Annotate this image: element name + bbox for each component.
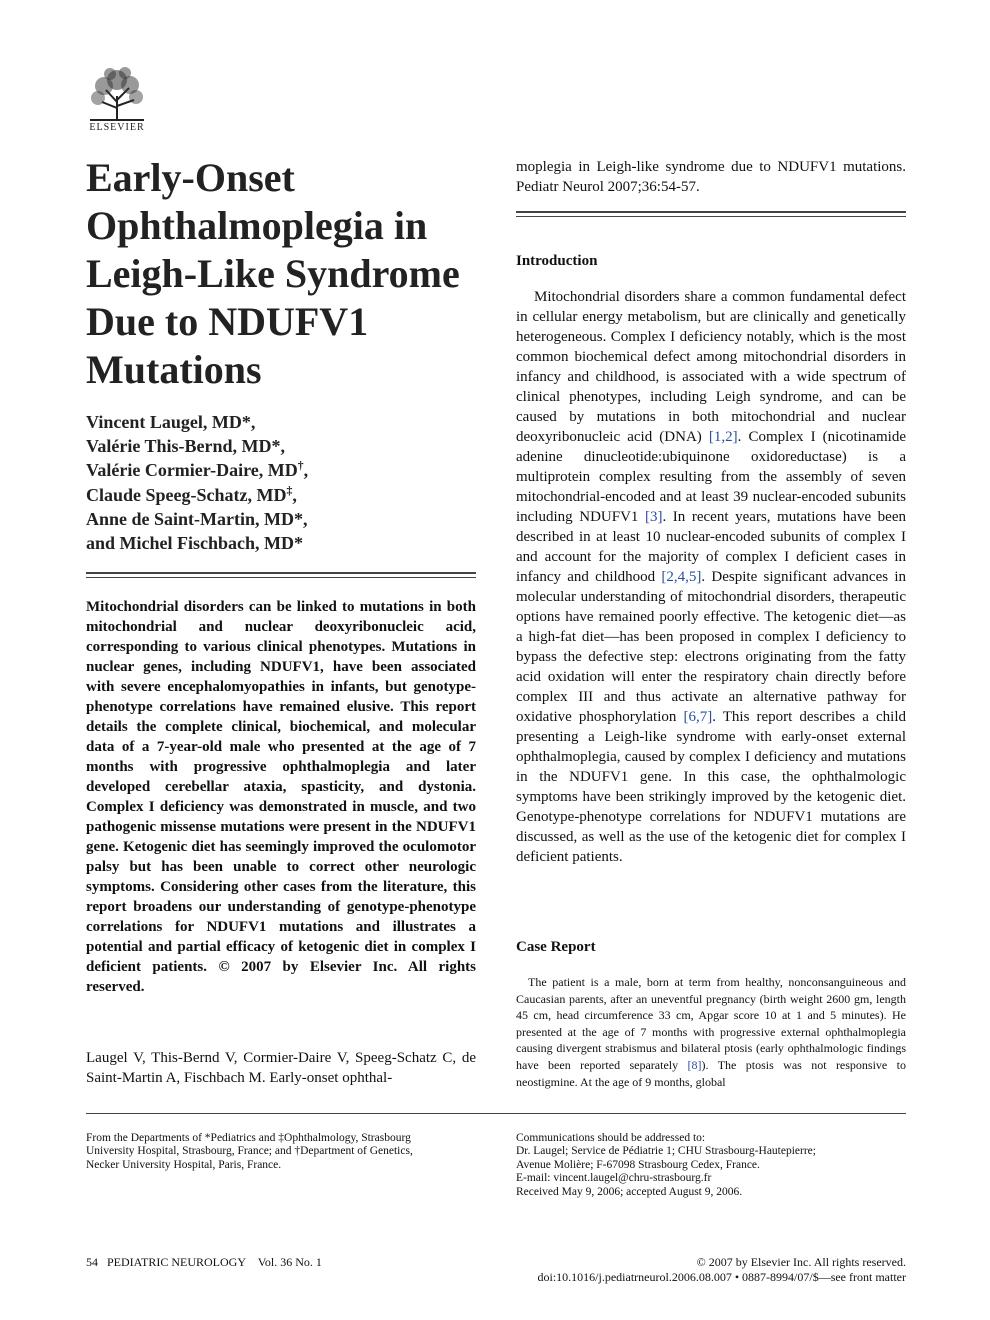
author-mark: * (271, 436, 281, 457)
author (86, 458, 486, 482)
text-segment: . In recent years, mutations have been described in at least 10 nuclear-encoded subunits of complex I and account for the majority of complex I deficient cases in infancy and childhood (516, 509, 906, 585)
author-separator: , (303, 508, 308, 529)
author-mark: * (294, 508, 303, 529)
author (86, 531, 486, 555)
text-segment: The patient is a male, born at term from healthy, nonconsanguineous and Caucasian parents, after an uneventful pregnancy (birth weight 2600 gm, length 45 cm, head circumference 33 cm, Apgar score 10 at 1 and 5 minutes). He presented at the age of 7 months with progressive external ophthalmoplegia causing divergent strabismus and bilateral ptosis (early ophthalmologic findings have been reported separately (516, 975, 906, 1072)
author-name: Vincent Laugel, MD (86, 412, 242, 432)
text-segment: . This report describes a child presenting a Leigh-like syndrome with early-onset external ophthalmoplegia, caused by complex I deficiency and mutations in the NDUFV1 gene. In this case, the ophthalmologic symptoms have been strikingly improved by the ketogenic diet. Genotype-phenotype correlations for NDUFV1 mutations are discussed, as well as the use of the ketogenic diet for complex I deficient patients. (516, 709, 906, 865)
journal-volume: Vol. 36 No. 1 (257, 1255, 322, 1269)
introduction-heading: Introduction (516, 253, 598, 269)
article-title: Early-Onset Ophthalmoplegia in Leigh-Like Syndrome Due to NDUFV1 Mutations (86, 155, 460, 392)
correspondence-line: Dr. Laugel; Service de Pédiatrie 1; CHU Strasbourg-Hautepierre; (516, 1145, 816, 1158)
author (86, 507, 486, 531)
author-separator: , (280, 436, 286, 457)
author-name: Claude Speeg-Schatz, MD (86, 484, 287, 505)
text-segment: ). The ptosis was not responsive to neostigmine. At the age of 9 months, global (516, 1057, 906, 1089)
author-mark: † (297, 459, 304, 473)
case-report-heading: Case Report (516, 939, 596, 955)
author-name: Valérie Cormier-Daire, MD (86, 460, 298, 481)
correspondence-line: Communications should be addressed to: (516, 1132, 706, 1144)
doi: doi:10.1016/j.pediatrneurol.2006.08.007 • 0887-8994/07/$—see front matter (537, 1269, 906, 1284)
page-footer-left (86, 1255, 322, 1270)
reference-link[interactable]: [6,7] (683, 709, 713, 725)
journal-name: PEDIATRIC NEUROLOGY (107, 1255, 246, 1269)
reference-link[interactable]: [1,2] (708, 429, 738, 445)
affiliation-line: From the Departments of *Pediatrics and ‡Ophthalmology, Strasbourg (86, 1132, 411, 1144)
page-number: 54 (86, 1255, 98, 1269)
divider-double-bottom (86, 577, 476, 578)
reference-link[interactable]: [8] (687, 1057, 702, 1072)
author-separator: , (303, 460, 309, 481)
correspondence-line: Avenue Molière; F-67098 Strasbourg Cedex, France. (516, 1158, 760, 1171)
text-segment: Mitochondrial disorders share a common fundamental defect in cellular energy metabolism, but are clinically and genetically heterogeneous. Complex I deficiency notably, which is the most common biochemical defect among mitochondrial disorders in infancy and childhood, is associated with a wide spectrum of clinical phenotypes, including Leigh syndrome, and can be caused by mutations in both mitochondrial and nuclear deoxyribonucleic acid (DNA) (516, 289, 906, 445)
case-report-text (516, 974, 906, 1090)
divider-right-bottom (516, 216, 906, 217)
author-separator: , (250, 412, 256, 432)
author-name: Valérie This-Bernd, MD (86, 436, 272, 457)
elsevier-wordmark: ELSEVIER (89, 122, 145, 133)
abstract: Mitochondrial disorders can be linked to mutations in both mitochondrial and nuclear deoxyribonucleic acid, corresponding to various clinical phenotypes. Mutations in nuclear genes, including NDUFV1, have been associated with severe encephalomyopathies in infants, but genotype-phenotype correlations have remained elusive. This report details the complete clinical, biochemical, and molecular data of a 7-year-old male who presented at the age of 7 months with progressive ophthalmoplegia and later developed cerebellar ataxia, spasticity, and dystonia. Complex I deficiency was demonstrated in muscle, and two pathogenic missense mutations were present in the NDUFV1 gene. Ketogenic diet has seemingly improved the oculomotor palsy but has been unable to correct other neurologic symptoms. Considering other cases from the literature, this report broadens our understanding of genotype-phenotype correlations for NDUFV1 mutations and illustrates a potential and partial efficacy of ketogenic diet in complex I deficient patients. © 2007 by Elsevier Inc. All rights reserved. (86, 599, 476, 995)
author-mark: * (241, 412, 251, 432)
author-name: Anne de Saint-Martin, MD (86, 508, 294, 529)
page-footer-right (538, 1255, 906, 1284)
text-segment: . Despite significant advances in molecular understanding of mitochondrial disorders, therapeutic options have remained poorly effective. The ketogenic diet—as a high-fat diet—has been proposed in complex I deficiency to bypass the defective step: electrons originating from the fatty acid oxidation will enter the respiratory chain directly before complex III and thus activate an alternative pathway for oxidative phosphorylation (516, 569, 906, 725)
affiliation-line: Necker University Hospital, Paris, France. (86, 1158, 282, 1171)
author (86, 410, 486, 434)
author-mark: * (294, 533, 304, 554)
affiliation-line: University Hospital, Strasbourg, France; and †Department of Genetics, (86, 1145, 413, 1158)
divider-double-top (86, 572, 476, 574)
text-segment: . Complex I (nicotinamide adenine dinucleotide:ubiquinone oxidoreductase) is a multiprotein complex resulting from the assembly of seven mitochondrial-encoded and at least 39 nuclear-encoded subunits including NDUFV1 (516, 429, 906, 525)
citation-part-1: Laugel V, This-Bernd V, Cormier-Daire V, Speeg-Schatz C, de Saint-Martin A, Fischbach M. Early-onset ophthal- (86, 1050, 476, 1086)
author-list (86, 410, 486, 555)
author-separator: , (292, 484, 297, 505)
copyright: © 2007 by Elsevier Inc. All rights reserved. (696, 1255, 906, 1269)
correspondence-line: Received May 9, 2006; accepted August 9, 2006. (516, 1185, 743, 1198)
divider-right-top (516, 211, 906, 213)
affiliations (86, 1132, 481, 1172)
citation-part-2: moplegia in Leigh-like syndrome due to NDUFV1 mutations. Pediatr Neurol 2007;36:54-57. (516, 159, 906, 195)
reference-link[interactable]: [2,4,5] (661, 569, 702, 585)
footnote-divider (86, 1113, 906, 1114)
introduction-text (516, 287, 906, 867)
author (86, 483, 486, 507)
correspondence (516, 1132, 911, 1199)
author-mark: ‡ (286, 483, 293, 497)
author (86, 434, 486, 458)
elsevier-tree-icon (84, 66, 150, 122)
reference-link[interactable]: [3] (644, 509, 663, 525)
author-name: and Michel Fischbach, MD (86, 533, 295, 554)
correspondence-line: E-mail: vincent.laugel@chru-strasbourg.fr (516, 1172, 712, 1185)
